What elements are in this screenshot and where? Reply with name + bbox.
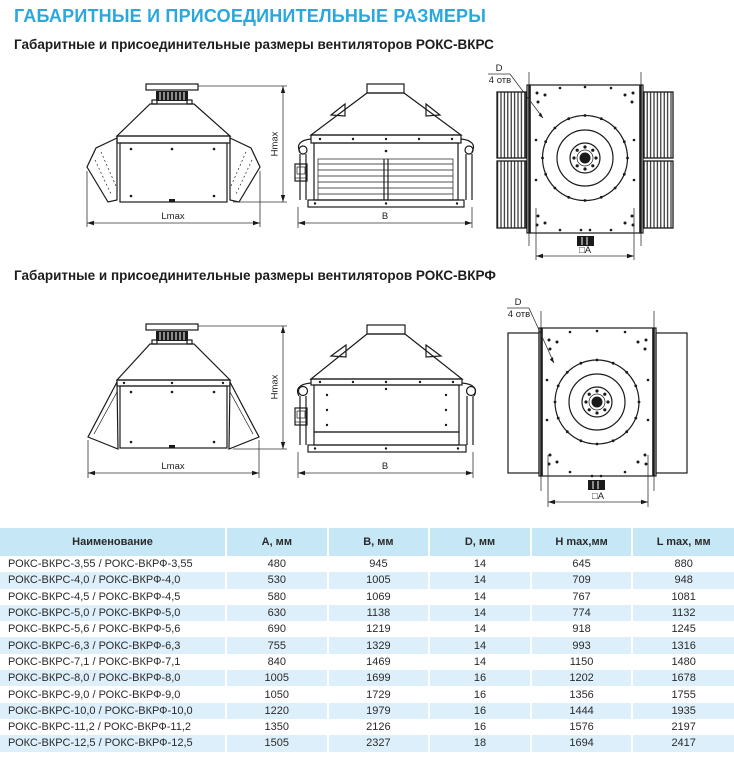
row-value-cell: 1329 [328, 637, 430, 653]
louver-block [318, 159, 453, 200]
row-value-cell: 1729 [366, 688, 391, 701]
side-flap-right [230, 138, 260, 202]
table-body [0, 556, 734, 752]
table-row [0, 589, 734, 605]
row-name-cell: РОКС-ВКРС-3,55 / РОКС-ВКРФ-3,55 [8, 558, 193, 571]
row-value-cell: 1005 [226, 670, 328, 686]
table-row [0, 556, 734, 572]
lmax-label-vkrs: Lmax [161, 211, 185, 222]
d-label-vkrf: D [514, 297, 522, 308]
row-value-cell: 1316 [632, 637, 734, 653]
row-value-cell: 1935 [632, 703, 734, 719]
row-name-cell: РОКС-ВКРС-12,5 / РОКС-ВКРФ-12,5 [8, 737, 193, 750]
row-name-cell: РОКС-ВКРС-5,0 / РОКС-ВКРФ-5,0 [8, 607, 181, 620]
fan-body [314, 385, 459, 432]
side-panel-right [656, 333, 687, 473]
row-name-cell: РОКС-ВКРС-8,0 / РОКС-ВКРФ-8,0 [8, 672, 181, 685]
row-value-cell: 1138 [328, 605, 430, 621]
side-panel-left [508, 333, 539, 473]
row-name-cell: РОКС-ВКРС-5,6 / РОКС-ВКРФ-5,6 [8, 623, 181, 636]
col-header-a: A, мм [226, 528, 328, 556]
diffuser [117, 344, 230, 380]
row-value-cell: 645 [572, 558, 591, 571]
table-row [0, 572, 734, 588]
row-value-cell: 1050 [264, 688, 290, 701]
row-value-cell: 16 [473, 721, 487, 734]
row-value-cell: 14 [429, 605, 531, 621]
table-row [0, 654, 734, 670]
row-value-cell: 630 [226, 605, 328, 621]
row-value-cell: 14 [473, 655, 487, 668]
row-value-cell: 16 [429, 703, 531, 719]
vkrf-front-view [88, 324, 287, 478]
fan-body [120, 386, 227, 448]
fan-impeller [541, 114, 629, 202]
junction-box [577, 229, 594, 246]
row-value-cell: 690 [267, 623, 286, 636]
table-header-row [0, 528, 734, 556]
row-value-cell: 1219 [366, 623, 391, 636]
table-row [0, 686, 734, 702]
louver-grille-left [497, 92, 526, 228]
row-value-cell: 1444 [531, 703, 633, 719]
row-value-cell: 1576 [569, 721, 594, 734]
side-flap-left [88, 382, 118, 449]
row-value-cell: 1081 [671, 590, 696, 603]
row-value-cell: 880 [674, 558, 693, 571]
row-value-cell: 1350 [264, 721, 290, 734]
row-value-cell: 1699 [328, 670, 430, 686]
col-header-b: B, мм [328, 528, 430, 556]
vkrf-drawings [0, 295, 734, 520]
row-value-cell: 14 [473, 623, 487, 636]
motor-box [295, 408, 307, 425]
row-value-cell: 755 [226, 637, 328, 653]
square-a-label-vkrs: □A [578, 245, 592, 256]
row-value-cell: 1678 [632, 670, 734, 686]
row-value-cell: 2417 [632, 735, 734, 751]
table-row [0, 670, 734, 686]
row-name-cell: РОКС-ВКРС-4,5 / РОКС-ВКРФ-4,5 [8, 590, 181, 603]
row-value-cell: 530 [226, 572, 328, 588]
row-value-cell: 993 [531, 637, 633, 653]
row-value-cell: 1245 [671, 623, 696, 636]
row-value-cell: 1132 [632, 605, 734, 621]
table-row [0, 735, 734, 751]
row-value-cell: 2327 [328, 735, 430, 751]
row-value-cell: 1356 [569, 688, 594, 701]
row-value-cell: 1469 [366, 655, 391, 668]
vkrf-side-view [295, 325, 476, 478]
row-value-cell: 2197 [671, 721, 696, 734]
row-value-cell: 918 [572, 623, 591, 636]
row-value-cell: 16 [473, 688, 487, 701]
motor-box [295, 164, 307, 181]
lmax-label-vkrf: Lmax [161, 461, 185, 472]
vkrs-top-view [488, 63, 673, 260]
row-value-cell: 1694 [531, 735, 633, 751]
section-vkrs-subtitle: Габаритные и присоединительные размеры вентиляторов РОКС-ВКРС [14, 37, 494, 52]
dimensions-table [0, 528, 734, 752]
row-value-cell: 709 [531, 572, 633, 588]
diffuser [117, 104, 230, 136]
square-a-label-vkrf: □A [591, 491, 605, 502]
row-name-cell: РОКС-ВКРС-11,2 / РОКС-ВКРФ-11,2 [8, 721, 191, 734]
side-flap-right [229, 382, 259, 449]
row-value-cell: 945 [369, 558, 388, 571]
row-value-cell: 1480 [671, 655, 696, 668]
row-value-cell: 1979 [328, 703, 430, 719]
row-value-cell: 840 [267, 655, 286, 668]
vkrf-top-view [507, 297, 687, 507]
row-value-cell: 1150 [569, 655, 594, 668]
vkrs-drawings [0, 60, 734, 260]
row-name-cell: РОКС-ВКРС-7,1 / РОКС-ВКРФ-7,1 [8, 655, 181, 668]
row-value-cell: 1069 [366, 590, 391, 603]
vkrs-front-view [87, 84, 287, 227]
row-value-cell: 774 [531, 605, 633, 621]
vkrs-side-view [295, 84, 474, 228]
col-header-hmax: H max,мм [531, 528, 633, 556]
b-label-vkrf: B [381, 461, 389, 472]
table-row [0, 637, 734, 653]
row-value-cell: 767 [572, 590, 591, 603]
row-value-cell: 948 [632, 572, 734, 588]
row-name-cell: РОКС-ВКРС-4,0 / РОКС-ВКРФ-4,0 [8, 574, 181, 587]
table-row [0, 703, 734, 719]
fan-impeller [554, 359, 641, 446]
row-value-cell: 2126 [366, 721, 391, 734]
table-row [0, 605, 734, 621]
row-value-cell: 14 [473, 558, 487, 571]
col-header-lmax: L max, мм [632, 528, 734, 556]
row-value-cell: 580 [267, 590, 286, 603]
fan-body [120, 143, 227, 202]
row-value-cell: 1220 [226, 703, 328, 719]
row-value-cell: 480 [267, 558, 286, 571]
row-value-cell: 1755 [671, 688, 696, 701]
hmax-label-vkrf: Hmax [269, 374, 281, 400]
col-header-d: D, мм [429, 528, 531, 556]
holes-label-vkrf: 4 отв [507, 309, 531, 320]
holes-label-vkrs: 4 отв [488, 75, 512, 86]
row-value-cell: 16 [429, 670, 531, 686]
row-name-cell: РОКС-ВКРС-9,0 / РОКС-ВКРФ-9,0 [8, 688, 181, 701]
row-value-cell: 18 [429, 735, 531, 751]
table-row [0, 621, 734, 637]
row-value-cell: 14 [473, 590, 487, 603]
row-value-cell: 1202 [531, 670, 633, 686]
section-vkrf-subtitle: Габаритные и присоединительные размеры вентиляторов РОКС-ВКРФ [14, 268, 496, 283]
row-name-cell: РОКС-ВКРС-6,3 / РОКС-ВКРФ-6,3 [8, 639, 181, 652]
row-value-cell: 14 [429, 572, 531, 588]
row-name-cell: РОКС-ВКРС-10,0 / РОКС-ВКРФ-10,0 [8, 704, 193, 717]
side-flap-left [87, 138, 117, 202]
row-value-cell: 1005 [328, 572, 430, 588]
b-label-vkrs: B [381, 211, 389, 222]
row-value-cell: 1505 [226, 735, 328, 751]
d-label-vkrs: D [495, 63, 503, 74]
louver-grille-right [644, 92, 673, 228]
col-header-name: Наименование [0, 528, 226, 556]
hmax-label-vkrs: Hmax [269, 131, 281, 157]
junction-box [588, 475, 605, 490]
row-value-cell: 14 [429, 637, 531, 653]
page-title: ГАБАРИТНЫЕ И ПРИСОЕДИНИТЕЛЬНЫЕ РАЗМЕРЫ [14, 6, 487, 26]
table-row [0, 719, 734, 735]
